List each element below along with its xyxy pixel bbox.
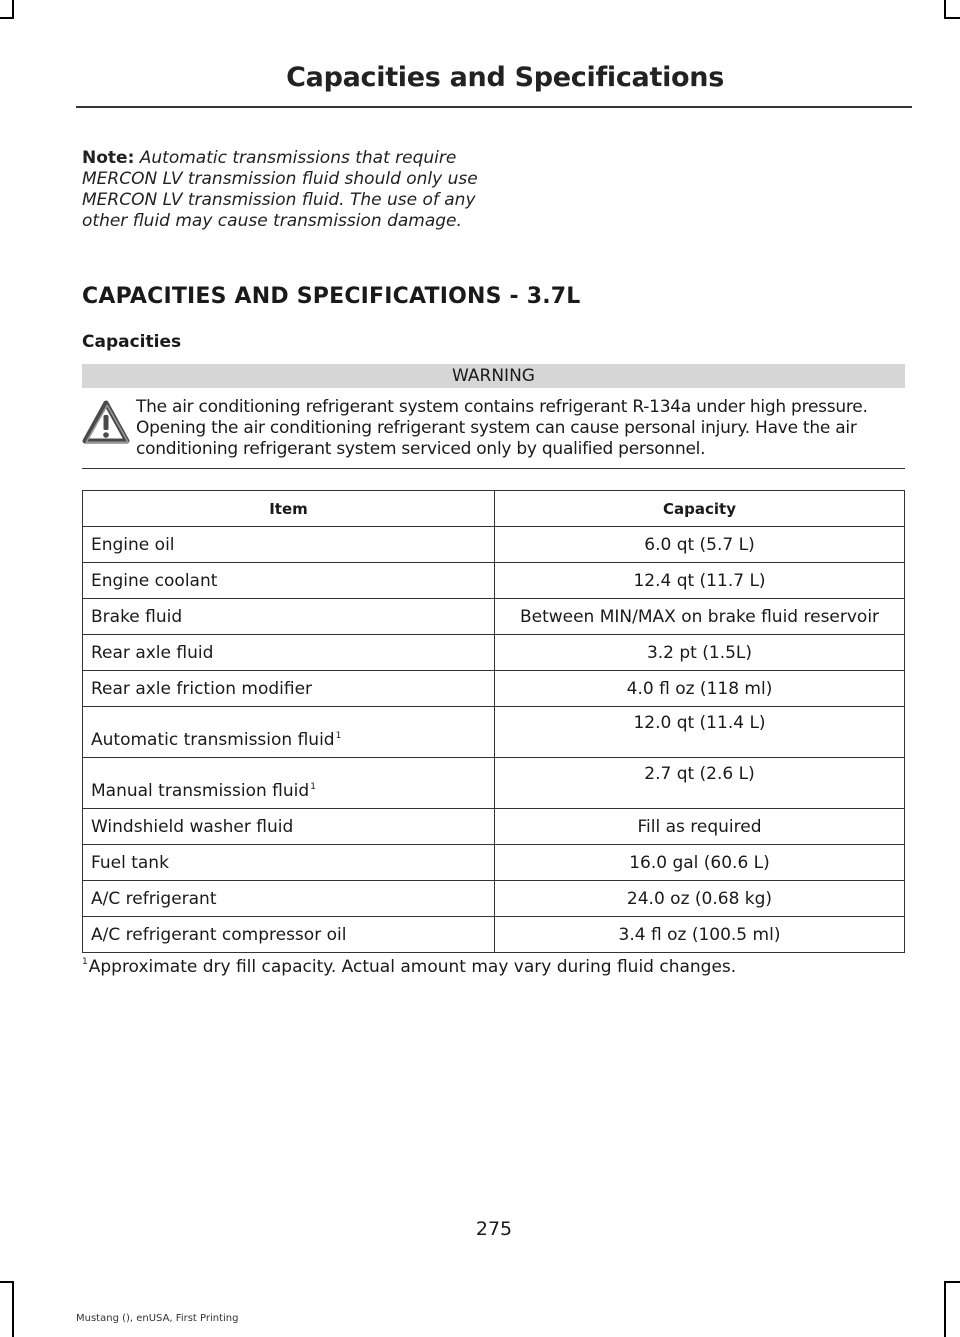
section-subtitle: Capacities bbox=[82, 332, 182, 352]
item-label: Brake fluid bbox=[91, 606, 183, 627]
crop-mark bbox=[944, 1281, 946, 1337]
crop-mark bbox=[944, 17, 960, 19]
table-header-row bbox=[83, 491, 905, 527]
item-cell bbox=[83, 527, 495, 563]
item-label: Manual transmission fluid bbox=[91, 781, 310, 801]
capacity-cell: 6.0 qt (5.7 L) bbox=[495, 527, 905, 563]
item-label: Engine oil bbox=[91, 534, 175, 555]
item-cell bbox=[83, 707, 495, 758]
item-label: Engine coolant bbox=[91, 570, 218, 591]
table-row bbox=[83, 881, 905, 917]
section-title: CAPACITIES AND SPECIFICATIONS - 3.7L bbox=[82, 284, 581, 309]
table-row bbox=[83, 527, 905, 563]
table-row bbox=[83, 635, 905, 671]
crop-mark bbox=[0, 17, 14, 19]
footnote-marker: 1 bbox=[310, 782, 316, 792]
capacity-cell: 16.0 gal (60.6 L) bbox=[495, 845, 905, 881]
capacity-cell: Between MIN/MAX on brake fluid reservoir bbox=[495, 599, 905, 635]
item-label: Fuel tank bbox=[91, 852, 169, 873]
capacity-cell: 24.0 oz (0.68 kg) bbox=[495, 881, 905, 917]
crop-mark bbox=[944, 0, 946, 18]
item-label: Windshield washer fluid bbox=[91, 816, 294, 837]
column-header-capacity: Capacity bbox=[495, 491, 905, 527]
table-row bbox=[83, 563, 905, 599]
footnote-marker: 1 bbox=[335, 731, 342, 741]
item-label: Rear axle fluid bbox=[91, 642, 214, 663]
warning-heading: WARNING bbox=[82, 364, 905, 388]
table-row bbox=[83, 845, 905, 881]
warning-box bbox=[82, 364, 905, 469]
capacities-table bbox=[82, 490, 905, 953]
capacity-cell: 3.2 pt (1.5L) bbox=[495, 635, 905, 671]
item-cell bbox=[83, 845, 495, 881]
footnote-marker: 1 bbox=[82, 957, 88, 967]
item-cell bbox=[83, 917, 495, 953]
item-cell bbox=[83, 635, 495, 671]
footnote-text: Approximate dry fill capacity. Actual amount may vary during fluid changes. bbox=[88, 957, 737, 977]
page-header bbox=[76, 58, 912, 108]
item-label: A/C refrigerant bbox=[91, 888, 217, 909]
capacity-cell: 2.7 qt (2.6 L) bbox=[495, 758, 905, 809]
table-row bbox=[83, 671, 905, 707]
table-footnote bbox=[82, 951, 912, 978]
footer-meta: Mustang (), enUSA, First Printing bbox=[76, 1313, 239, 1324]
item-cell bbox=[83, 809, 495, 845]
item-cell bbox=[83, 671, 495, 707]
capacity-cell: 12.4 qt (11.7 L) bbox=[495, 563, 905, 599]
item-cell bbox=[83, 563, 495, 599]
item-cell bbox=[83, 599, 495, 635]
item-label: Automatic transmission fluid bbox=[91, 730, 335, 750]
item-label: A/C refrigerant compressor oil bbox=[91, 924, 347, 945]
crop-mark bbox=[12, 0, 14, 18]
item-cell bbox=[83, 758, 495, 809]
item-cell bbox=[83, 881, 495, 917]
table-row bbox=[83, 707, 905, 758]
warning-body bbox=[82, 388, 905, 469]
crop-mark bbox=[944, 1281, 960, 1283]
page-number: 275 bbox=[475, 1218, 513, 1240]
capacity-cell: 12.0 qt (11.4 L) bbox=[495, 707, 905, 758]
capacity-cell: 3.4 fl oz (100.5 ml) bbox=[495, 917, 905, 953]
note-paragraph bbox=[82, 148, 482, 232]
note-text: Automatic transmissions that require MERCON LV transmission fluid should only use MERCON LV transmission fluid. The use of any other fluid may cause transmission damage. bbox=[82, 148, 478, 231]
page-title: Capacities and Specifications bbox=[286, 62, 724, 93]
capacity-cell: 4.0 fl oz (118 ml) bbox=[495, 671, 905, 707]
note-label: Note: bbox=[82, 148, 135, 168]
item-label: Rear axle friction modifier bbox=[91, 678, 313, 699]
crop-mark bbox=[12, 1281, 14, 1337]
table-row bbox=[83, 758, 905, 809]
table-row bbox=[83, 809, 905, 845]
table-row bbox=[83, 917, 905, 953]
capacity-cell: Fill as required bbox=[495, 809, 905, 845]
table-row bbox=[83, 599, 905, 635]
column-header-item: Item bbox=[83, 491, 495, 527]
warning-triangle-icon bbox=[82, 400, 130, 446]
warning-text: The air conditioning refrigerant system contains refrigerant R-134a under high pressure. Opening the air conditioning refrigerant system can cause personal injury. Have the air conditioning refrigerant system serviced only by qualified personnel. bbox=[136, 397, 868, 459]
